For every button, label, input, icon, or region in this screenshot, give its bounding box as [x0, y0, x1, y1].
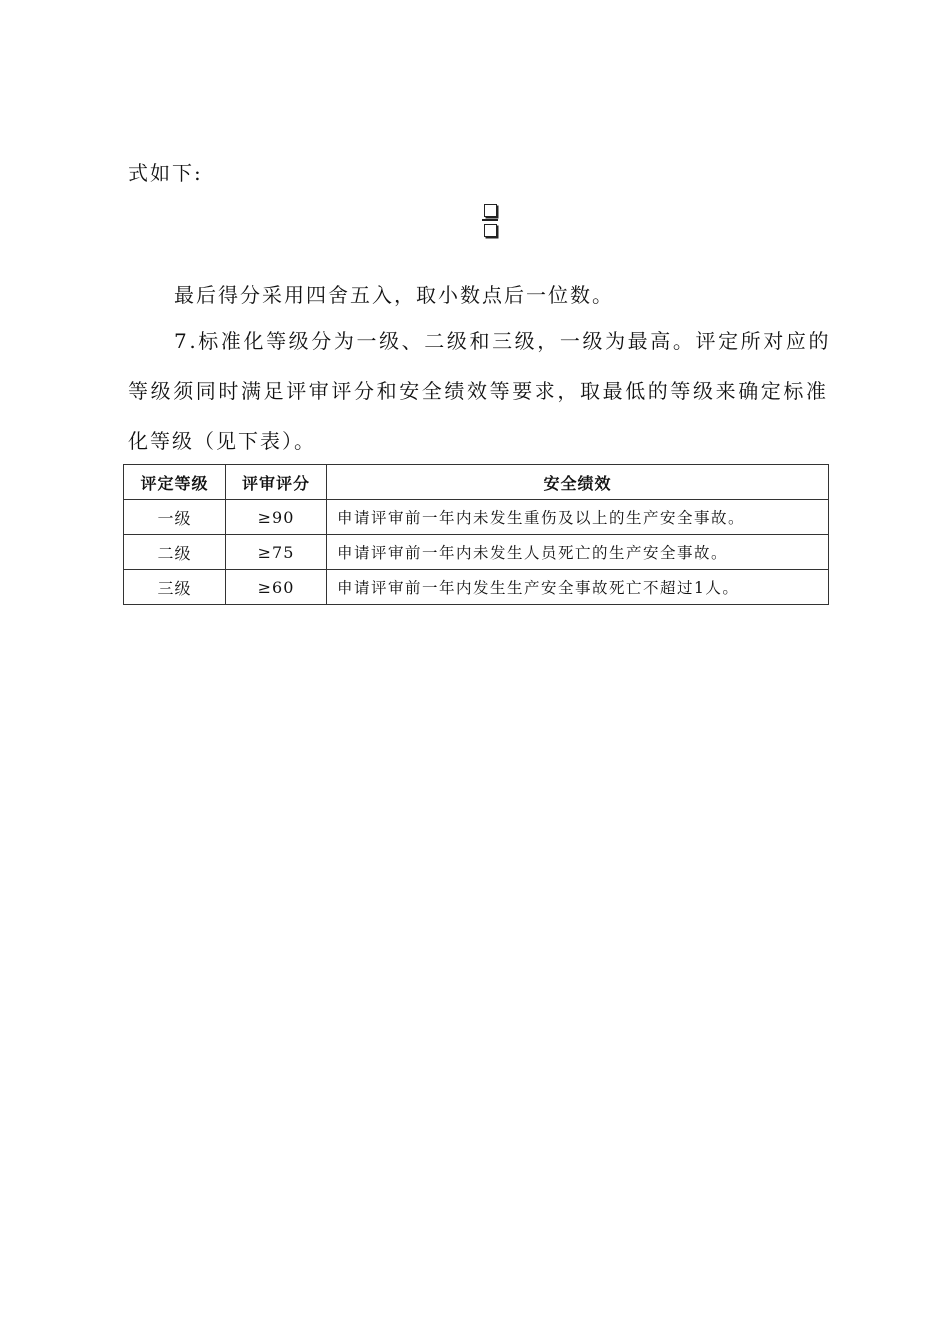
grading-paragraph-line-3: 化等级（见下表）。: [128, 429, 316, 453]
score-cell: ≥60: [226, 570, 327, 605]
grading-paragraph-line-2: 等级须同时满足评审评分和安全绩效等要求，取最低的等级来确定标准: [128, 379, 829, 403]
performance-cell: 申请评审前一年内未发生人员死亡的生产安全事故。: [327, 535, 829, 570]
table-row: [124, 500, 829, 535]
rounding-rule-text: 最后得分采用四舍五入，取小数点后一位数。: [174, 283, 614, 307]
formula-placeholder-icon: [482, 202, 498, 238]
table-row: [124, 535, 829, 570]
numerator-placeholder-icon: [484, 204, 497, 217]
performance-cell: 申请评审前一年内发生生产安全事故死亡不超过1人。: [327, 570, 829, 605]
formula-intro-text: 式如下:: [128, 161, 203, 185]
grading-table: [123, 464, 829, 605]
fraction-bar: [482, 219, 498, 221]
header-performance: 安全绩效: [327, 465, 829, 500]
grade-cell: 二级: [124, 535, 226, 570]
score-cell: ≥75: [226, 535, 327, 570]
grade-cell: 一级: [124, 500, 226, 535]
grading-paragraph-line-1: 7.标准化等级分为一级、二级和三级，一级为最高。评定所对应的: [174, 329, 832, 353]
table-header-row: [124, 465, 829, 500]
denominator-placeholder-icon: [484, 224, 497, 237]
header-grade: 评定等级: [124, 465, 226, 500]
grade-cell: 三级: [124, 570, 226, 605]
header-score: 评审评分: [226, 465, 327, 500]
table-row: [124, 570, 829, 605]
performance-cell: 申请评审前一年内未发生重伤及以上的生产安全事故。: [327, 500, 829, 535]
score-cell: ≥90: [226, 500, 327, 535]
